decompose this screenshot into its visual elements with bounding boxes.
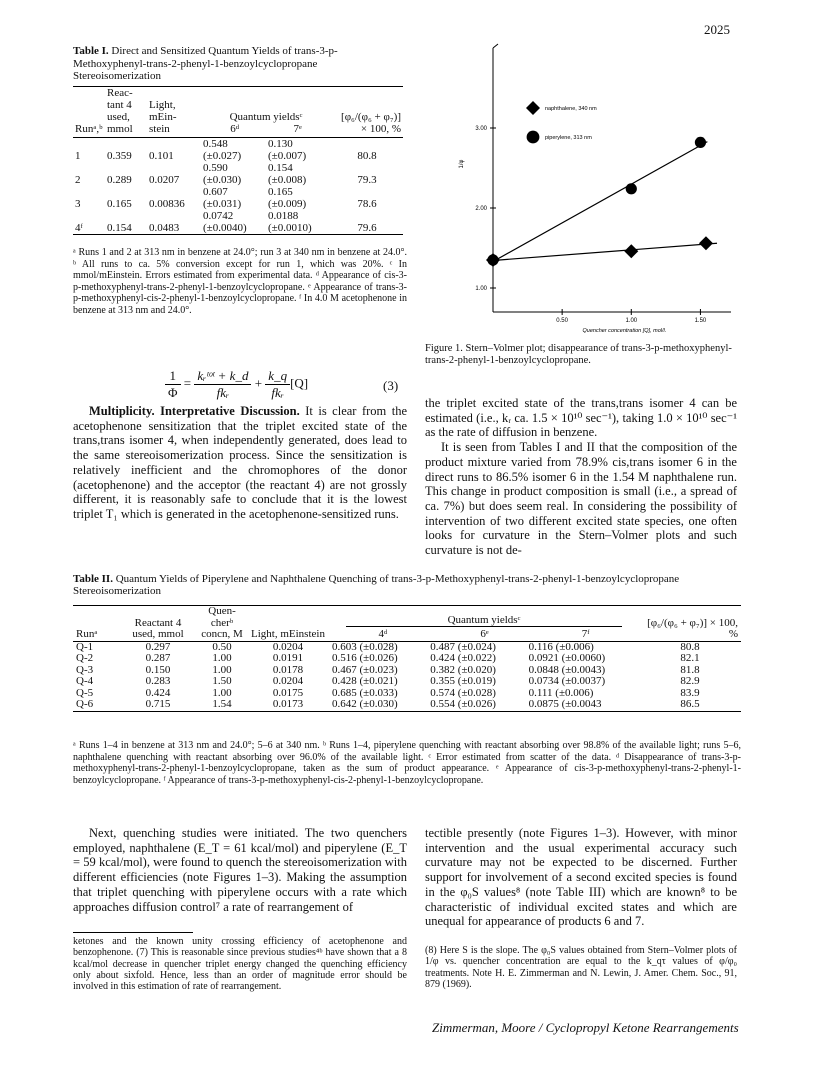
t1-qy6-err: (±0.027) <box>203 150 242 162</box>
t2-cell-reactant: 0.297 <box>145 640 171 653</box>
section-heading: Multiplicity. Interpretative Discussion. <box>89 404 300 418</box>
paragraph-right-bottom: tectible presently (note Figures 1–3). However, with minor intervention and the usual experimental accuracy such curvature may not be expected to be discerned. Further support for involvement of a second excited species is found in the φ₀S values⁸ (note Table III) which are known⁸ to be characteristic of individual excited states and which are unequal for appearance of products 6 and 7. <box>425 826 737 929</box>
t1-qy6: 0.590 <box>203 162 228 174</box>
t2-cell-ratio: 80.8 <box>680 640 700 653</box>
t2-cell-reactant: 0.715 <box>145 698 171 710</box>
t2-cell-qy6: 0.487 (±0.024) <box>430 640 496 653</box>
paragraph-text: It is clear from the acetophenone sensitization that the triplet excited state of the trans,trans isomer 4, when independently generated, does lead to the same stereoisomerization process. Since the sensitization is relatively inefficient and the chromophores of the donor (acetophenone) and the acceptor (the reactant 4) are not grossly different, it is reasonably safe to conclude that it is the lowest triplet T₁ which is generated in the acetophenone-sensitized runs. <box>73 404 408 521</box>
t1-qy7: 0.154 <box>268 162 293 174</box>
eq-plus: + <box>254 375 263 391</box>
table-row <box>73 186 403 210</box>
t1-cell: 78.6 <box>357 198 377 210</box>
table-row <box>73 162 403 186</box>
data-point-naphthalene <box>699 236 713 250</box>
y-tick-label: 3.00 <box>475 126 487 132</box>
eq-term1-num: kᵣᵗᵒᵗ + k_d <box>194 368 251 385</box>
table2 <box>73 605 741 712</box>
t2-cell-light: 0.0175 <box>272 686 304 699</box>
t2-cell-run: Q-4 <box>76 675 94 687</box>
t2-h-qy4: 4ᵈ <box>378 628 388 640</box>
t2-cell-qy7: 0.0848 (±0.0043) <box>528 663 606 676</box>
t2-cell-qy7: 0.0921 (±0.0060) <box>528 652 606 664</box>
t1-h-run: Runᵃ,ᵇ <box>75 123 103 135</box>
eq-lhs <box>165 368 181 401</box>
t1-h-qy6: 6ᵈ <box>230 123 240 135</box>
equation-number: (3) <box>383 378 399 393</box>
table-row <box>73 138 403 163</box>
t1-h-reactant: Reac- tant 4 used, mmol <box>107 87 133 135</box>
t1-cell: 0.154 <box>107 222 132 234</box>
x-axis-label: Quencher concentration [Q], mol/l. <box>582 328 667 334</box>
table-row <box>73 641 741 653</box>
paragraph-multiplicity <box>73 404 407 522</box>
fit-line-piperylene <box>493 142 707 262</box>
t2-cell-qy6: 0.355 (±0.019) <box>430 675 496 687</box>
t1-qy6-err: (±0.030) <box>203 174 242 186</box>
table1 <box>73 86 403 235</box>
t1-qy6-err: (±0.0040) <box>203 222 247 234</box>
x-tick-label: 1.00 <box>625 318 638 324</box>
table1-title: Direct and Sensitized Quantum Yields of trans-3-p-Methoxyphenyl-trans-2-phenyl-1-benzoylcyclopropane Stereoisomerization <box>73 45 338 82</box>
t2-cell-reactant: 0.424 <box>145 686 171 699</box>
t1-qy7-err: (±0.009) <box>268 198 307 210</box>
y-tick-label: 2.00 <box>475 206 487 212</box>
table2-title: Quantum Yields of Piperylene and Naphthalene Quenching of trans-3-p-Methoxyphenyl-trans-2-phenyl-1-benzoylcyclopropane Stereoisomerization <box>73 573 680 597</box>
t1-qy6-err: (±0.031) <box>203 198 242 210</box>
t1-cell <box>266 162 331 186</box>
t1-cell <box>201 210 266 235</box>
t2-h-qy: Quantum yieldsᶜ <box>346 615 622 628</box>
t1-qy6: 0.0742 <box>203 210 234 222</box>
paragraph-right-top <box>425 396 737 558</box>
eq-term2 <box>265 368 290 401</box>
t2-h-reactant: Reactant 4 used, mmol <box>132 616 184 640</box>
t1-cell <box>266 186 331 210</box>
t2-cell-qy7: 0.0734 (±0.0037) <box>528 675 606 687</box>
y-axis-cap <box>493 44 498 48</box>
x-tick-label: 1.50 <box>694 318 707 324</box>
t2-h-quencher: Quen- cherᵇ concn, M <box>201 605 243 640</box>
t1-cell: 0.101 <box>149 150 174 162</box>
t2-cell-quencher: 1.54 <box>212 698 232 710</box>
t1-h-light: Light, mEin- stein <box>149 99 177 135</box>
t2-cell-qy4: 0.603 (±0.028) <box>332 640 398 653</box>
t2-cell-qy4: 0.642 (±0.030) <box>332 698 398 710</box>
t2-cell-reactant: 0.283 <box>145 675 171 687</box>
t1-cell: 79.3 <box>357 174 377 186</box>
t2-cell-reactant: 0.287 <box>145 652 171 664</box>
t2-cell-qy7: 0.111 (±0.006) <box>528 686 594 699</box>
footnote-right: (8) Here S is the slope. The φ₀S values obtained from Stern–Volmer plots of 1/φ vs. quencher concentration are equal to the k_qτ values of φ/φ₀ treatments. Note H. E. Zimmerman and N. Lewin, J. Amer. Chem. Soc., 91, 879 (1969). <box>425 945 737 990</box>
t1-qy6: 0.607 <box>203 186 228 198</box>
legend-label-naphthalene: naphthalene, 340 nm <box>545 106 597 112</box>
t2-cell-light: 0.0191 <box>272 652 304 664</box>
t1-cell <box>201 162 266 186</box>
table-row <box>73 676 741 688</box>
y-tick-label: 1.00 <box>475 286 487 292</box>
t1-cell: 0.289 <box>107 174 132 186</box>
t1-qy7-err: (±0.008) <box>268 174 307 186</box>
data-point-piperylene <box>695 137 706 148</box>
footnote-left: ketones and the known unity crossing efficiency of acetophenone and benzophenone. (7) This is reasonable since previous studies⁴ᵇ have shown that a 8 kcal/mol decrease in quencher triplet energy changed the quenching efficiency only about sixfold. Hence, less than an order of magnitude error should be involved in this estimation of rate of rearrangement. <box>73 936 407 993</box>
t1-qy7-err: (±0.0010) <box>268 222 312 234</box>
t2-cell-run: Q-2 <box>76 652 94 664</box>
t2-cell-ratio: 81.8 <box>680 663 700 676</box>
paragraph-quenching: Next, quenching studies were initiated. The two quenchers employed, naphthalene (E_T = 61 kcal/mol) and piperylene (E_T = 59 kcal/mol), were found to quench the stereoisomerization with different efficiencies (note Figures 1–3). Making the assumption that triplet quenching with piperylene occurs with a rate which approaches diffusion control⁷ a rate of rearrangement of <box>73 826 407 914</box>
eq-term1-den: fkᵣ <box>216 385 230 400</box>
t1-h-qy-group <box>201 87 331 138</box>
data-point-piperylene <box>487 254 498 265</box>
t2-cell-ratio: 82.1 <box>680 652 700 664</box>
t2-h-ratio: [φ₆/(φ₆ + φ₇)] × 100, % <box>647 616 738 640</box>
y-axis-label: 1/φ <box>459 159 465 169</box>
t1-cell: 0.00836 <box>149 198 185 210</box>
t2-cell-quencher: 1.00 <box>212 663 232 676</box>
t2-cell-qy6: 0.382 (±0.020) <box>430 663 496 676</box>
eq-equals: = <box>183 375 192 391</box>
t1-cell <box>201 186 266 210</box>
t1-cell <box>201 138 266 163</box>
t1-h-ratio: [φ₆/(φ₆ + φ₇)] × 100, % <box>341 111 401 135</box>
t2-cell-quencher: 1.00 <box>212 652 232 664</box>
t2-cell-ratio: 83.9 <box>680 686 700 699</box>
t2-h-run: Runᵃ <box>76 628 98 640</box>
t1-cell <box>266 210 331 235</box>
t2-h-qy-group <box>329 606 639 642</box>
t1-cell: 4ᶠ <box>75 222 83 234</box>
data-point-naphthalene <box>624 244 638 258</box>
t2-cell-qy6: 0.574 (±0.028) <box>430 686 496 699</box>
eq-lhs-den: Φ <box>168 385 178 400</box>
t2-cell-qy4: 0.685 (±0.033) <box>332 686 398 699</box>
eq-term2-num: k_q <box>265 368 290 385</box>
t1-qy7: 0.0188 <box>268 210 299 222</box>
t1-cell: 0.359 <box>107 150 132 162</box>
eq-term2-tail: [Q] <box>290 375 309 391</box>
t1-cell: 0.165 <box>107 198 132 210</box>
t2-cell-run: Q-6 <box>76 698 94 710</box>
t2-cell-light: 0.0173 <box>272 698 304 710</box>
t1-cell: 0.0483 <box>149 222 180 234</box>
t1-cell: 0.0207 <box>149 174 180 186</box>
table1-caption <box>73 45 403 83</box>
t2-cell-light: 0.0204 <box>272 640 304 653</box>
t2-cell-qy4: 0.516 (±0.026) <box>332 652 398 664</box>
t2-cell-ratio: 86.5 <box>680 698 700 710</box>
t2-cell-quencher: 1.00 <box>212 686 232 699</box>
t2-cell-qy6: 0.554 (±0.026) <box>430 698 496 710</box>
t2-cell-qy7: 0.116 (±0.006) <box>528 640 594 653</box>
t1-h-qy7: 7ᵉ <box>293 123 302 135</box>
t2-cell-run: Q-1 <box>76 640 94 653</box>
table-row <box>73 699 741 711</box>
t2-h-qy7: 7ᶠ <box>581 628 590 640</box>
t1-cell <box>266 138 331 163</box>
equation-3 <box>165 368 308 401</box>
t1-h-qy: Quantum yieldsᶜ <box>229 111 303 123</box>
t2-cell-qy6: 0.424 (±0.022) <box>430 652 496 664</box>
t2-cell-quencher: 1.50 <box>212 675 232 687</box>
legend-label-piperylene: piperylene, 313 nm <box>545 135 592 141</box>
t2-h-qy6: 6ᵉ <box>480 628 489 640</box>
eq-lhs-num: 1 <box>165 368 181 385</box>
t2-h-light: Light, mEinstein <box>251 628 325 640</box>
t1-qy7: 0.130 <box>268 138 293 150</box>
page-number: 2025 <box>704 22 730 37</box>
t2-cell-qy4: 0.428 (±0.021) <box>332 675 398 687</box>
t1-cell: 80.8 <box>357 150 377 162</box>
legend-marker-naphthalene <box>526 101 540 115</box>
eq-term2-den: fkᵣ <box>271 385 284 400</box>
table2-label: Table II. <box>73 573 113 585</box>
eq-term1 <box>194 368 251 401</box>
footnote-divider <box>73 932 193 933</box>
t1-cell: 3 <box>75 198 81 210</box>
t2-cell-light: 0.0178 <box>272 663 304 676</box>
t2-cell-qy7: 0.0875 (±0.0043 <box>528 698 602 710</box>
table1-footnotes: ᵃ Runs 1 and 2 at 313 nm in benzene at 24.0°; run 3 at 340 nm in benzene at 24.0°. ᵇ All runs to ca. 5% conversion except for run 1, which was 20%. ᶜ In mmol/mEinstein. Errors estimated from experimental data. ᵈ Appearance of cis-3-p-methoxyphenyl-trans-2-phenyl-1-benzoylcyclopropane. ᵉ Appearance of trans-3-p-methoxyphenyl-cis-2-phenyl-1-benzoylcyclopropane. ᶠ In 4.0 M acetophenone in benzene at 313 nm and 24.0°. <box>73 247 407 316</box>
t1-cell: 1 <box>75 150 81 162</box>
table1-label: Table I. <box>73 45 109 57</box>
paragraph-text: the triplet excited state of the trans,trans isomer 4 can be estimated (i.e., kᵣ ca. 1.5 × 10¹⁰ sec⁻¹), taking 1.0 × 10¹⁰ sec⁻¹ as the rate of diffusion in benzene. <box>425 396 737 440</box>
t2-cell-qy4: 0.467 (±0.023) <box>332 663 398 676</box>
t2-cell-quencher: 0.50 <box>212 640 232 653</box>
stern-volmer-chart <box>445 38 735 338</box>
table-row <box>73 665 741 677</box>
t2-cell-run: Q-3 <box>76 663 94 676</box>
table2-footnotes: ᵃ Runs 1–4 in benzene at 313 nm and 24.0°; 5–6 at 340 nm. ᵇ Runs 1–4, piperylene quenching with reactant absorbing over 98.8% of the available light; runs 5–6, naphthalene quenching with reactant absorbing over 96.0% of the available light. ᶜ Error estimated from scatter of the data. ᵈ Disappearance of trans-3-p-methoxyphenyl-trans-2-phenyl-1-benzoylcyclopropane, taken as the sum of product appearance. ᵉ Appearance of cis-3-p-methoxyphenyl-trans-2-phenyl-1-benzoylcyclopropane. ᶠ Appearance of trans-3-p-methoxyphenyl-cis-2-phenyl-1-benzoylcyclopropane. <box>73 740 741 787</box>
t2-cell-ratio: 82.9 <box>680 675 700 687</box>
t2-cell-reactant: 0.150 <box>145 663 171 676</box>
t1-cell: 79.6 <box>357 222 377 234</box>
x-tick-label: 0.50 <box>556 318 568 324</box>
legend-marker-piperylene <box>527 131 540 144</box>
t2-cell-light: 0.0204 <box>272 675 304 687</box>
table-row <box>73 653 741 665</box>
paragraph-text: It is seen from Tables I and II that the composition of the product mixture varied from 78.9% cis,trans isomer 6 in the direct runs to 86.5% isomer 6 in the 1.54 M naphthalene run. This change in product composition is small (i.e., a spread of ca. 7%) but does seem real. In considering the possibility of intervention of two different excited state species, one often looks for curvature in the Stern–Volmer plots and such curvature is not de- <box>425 440 737 558</box>
t2-cell-run: Q-5 <box>76 686 94 699</box>
t1-cell: 2 <box>75 174 81 186</box>
t1-qy7: 0.165 <box>268 186 293 198</box>
running-footer: Zimmerman, Moore / Cyclopropyl Ketone Rearrangements <box>432 1020 739 1035</box>
t1-qy6: 0.548 <box>203 138 228 150</box>
table-row <box>73 688 741 700</box>
data-point-piperylene <box>626 183 637 194</box>
figure1-caption: Figure 1. Stern–Volmer plot; disappearance of trans-3-p-methoxyphenyl-trans-2-phenyl-1-benzoylcyclopropane. <box>425 343 732 366</box>
table2-caption <box>73 573 753 597</box>
t1-qy7-err: (±0.007) <box>268 150 307 162</box>
table-row <box>73 210 403 235</box>
fit-line-naphthalene <box>493 243 717 260</box>
